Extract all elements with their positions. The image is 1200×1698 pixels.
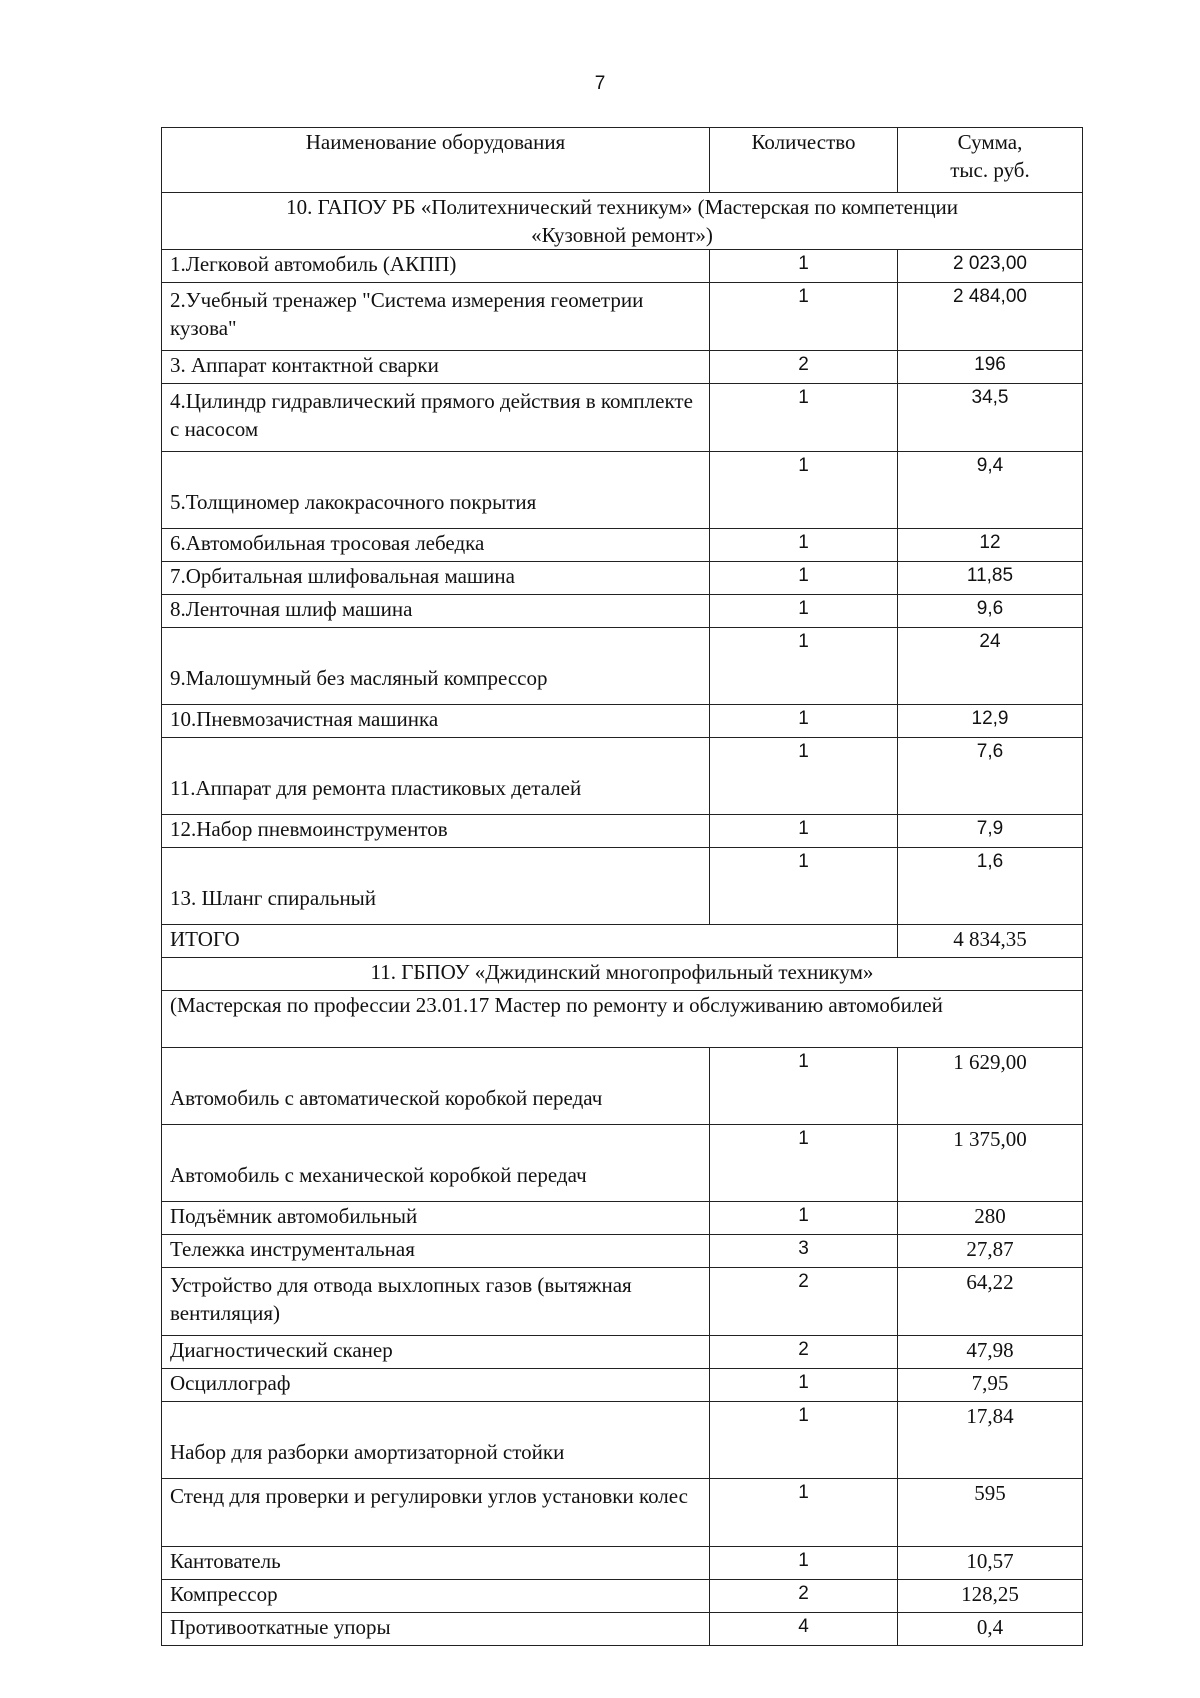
table-row [162, 1048, 1083, 1125]
row-qty: 1 [710, 452, 898, 529]
row-qty: 4 [710, 1613, 898, 1646]
table-row [162, 1235, 1083, 1268]
row-name: 11.Аппарат для ремонта пластиковых деталей [162, 738, 710, 815]
row-name: Подъёмник автомобильный [162, 1202, 710, 1235]
row-qty: 1 [710, 384, 898, 452]
section-11-title-row [162, 958, 1083, 991]
row-name: Набор для разборки амортизаторной стойки [162, 1402, 710, 1479]
row-sum: 17,84 [898, 1402, 1083, 1479]
row-sum: 1 629,00 [898, 1048, 1083, 1125]
header-sum-line2: тыс. руб. [950, 158, 1030, 182]
row-name: Автомобиль с механической коробкой передач [162, 1125, 710, 1202]
section-10-title-row [162, 193, 1083, 250]
table-row [162, 628, 1083, 705]
row-name: Кантователь [162, 1547, 710, 1580]
row-qty: 1 [710, 1547, 898, 1580]
table-row [162, 1202, 1083, 1235]
row-qty: 2 [710, 1580, 898, 1613]
row-sum: 1 375,00 [898, 1125, 1083, 1202]
row-sum: 12,9 [898, 705, 1083, 738]
table-row [162, 1613, 1083, 1646]
table-row [162, 595, 1083, 628]
row-sum: 10,57 [898, 1547, 1083, 1580]
row-name: 5.Толщиномер лакокрасочного покрытия [162, 452, 710, 529]
table-row [162, 1125, 1083, 1202]
row-qty: 1 [710, 562, 898, 595]
equipment-table [161, 127, 1083, 1646]
row-name: 9.Малошумный без масляный компрессор [162, 628, 710, 705]
row-name: Осциллограф [162, 1369, 710, 1402]
table-row [162, 452, 1083, 529]
table-header-row [162, 128, 1083, 193]
row-name: 10.Пневмозачистная машинка [162, 705, 710, 738]
row-sum: 9,6 [898, 595, 1083, 628]
row-sum: 7,95 [898, 1369, 1083, 1402]
row-sum: 128,25 [898, 1580, 1083, 1613]
table-row [162, 1268, 1083, 1336]
table-row [162, 1402, 1083, 1479]
row-name: Устройство для отвода выхлопных газов (вытяжная вентиляция) [162, 1268, 710, 1336]
row-qty: 1 [710, 848, 898, 925]
row-name: 8.Ленточная шлиф машина [162, 595, 710, 628]
row-sum: 7,6 [898, 738, 1083, 815]
table-row [162, 705, 1083, 738]
table-row [162, 1479, 1083, 1547]
row-name: 6.Автомобильная тросовая лебедка [162, 529, 710, 562]
row-name: Противооткатные упоры [162, 1613, 710, 1646]
header-name: Наименование оборудования [162, 128, 710, 193]
table-row [162, 1580, 1083, 1613]
row-name: 12.Набор пневмоинструментов [162, 815, 710, 848]
section-10-title-line2: «Кузовной ремонт») [531, 223, 713, 247]
row-name: 1.Легковой автомобиль (АКПП) [162, 250, 710, 283]
row-qty: 1 [710, 1202, 898, 1235]
section-11-subtitle-row [162, 991, 1083, 1048]
row-qty: 1 [710, 738, 898, 815]
table-row [162, 283, 1083, 351]
header-sum-line1: Сумма, [957, 130, 1023, 154]
table-row [162, 1369, 1083, 1402]
table-row [162, 562, 1083, 595]
total-label: ИТОГО [162, 925, 898, 958]
row-sum: 9,4 [898, 452, 1083, 529]
row-sum: 595 [898, 1479, 1083, 1547]
row-sum: 280 [898, 1202, 1083, 1235]
row-qty: 1 [710, 628, 898, 705]
table-row [162, 848, 1083, 925]
row-qty: 1 [710, 529, 898, 562]
row-sum: 27,87 [898, 1235, 1083, 1268]
row-qty: 1 [710, 1479, 898, 1547]
row-qty: 1 [710, 1125, 898, 1202]
row-name: Автомобиль с автоматической коробкой передач [162, 1048, 710, 1125]
row-sum: 47,98 [898, 1336, 1083, 1369]
table-row [162, 384, 1083, 452]
row-qty: 1 [710, 1402, 898, 1479]
table-row [162, 738, 1083, 815]
page-number: 7 [594, 73, 606, 94]
row-qty: 1 [710, 815, 898, 848]
row-qty: 1 [710, 283, 898, 351]
row-sum: 11,85 [898, 562, 1083, 595]
row-sum: 0,4 [898, 1613, 1083, 1646]
table-row [162, 529, 1083, 562]
row-name: Компрессор [162, 1580, 710, 1613]
section-11-subtitle: (Мастерская по профессии 23.01.17 Мастер по ремонту и обслуживанию автомобилей [162, 991, 1083, 1048]
row-sum: 64,22 [898, 1268, 1083, 1336]
row-name: 2.Учебный тренажер "Система измерения геометрии кузова" [162, 283, 710, 351]
row-qty: 1 [710, 595, 898, 628]
row-name: Стенд для проверки и регулировки углов установки колес [162, 1479, 710, 1547]
row-sum: 12 [898, 529, 1083, 562]
row-name: Тележка инструментальная [162, 1235, 710, 1268]
row-name: 4.Цилиндр гидравлический прямого действия в комплекте с насосом [162, 384, 710, 452]
row-name: 13. Шланг спиральный [162, 848, 710, 925]
total-row [162, 925, 1083, 958]
row-qty: 2 [710, 351, 898, 384]
row-qty: 1 [710, 1048, 898, 1125]
row-sum: 7,9 [898, 815, 1083, 848]
header-qty: Количество [710, 128, 898, 193]
section-10-title-line1: 10. ГАПОУ РБ «Политехнический техникум» (Мастерская по компетенции [286, 195, 958, 219]
row-sum: 34,5 [898, 384, 1083, 452]
total-sum: 4 834,35 [898, 925, 1083, 958]
row-sum: 2 484,00 [898, 283, 1083, 351]
row-qty: 1 [710, 1369, 898, 1402]
row-sum: 1,6 [898, 848, 1083, 925]
row-sum: 196 [898, 351, 1083, 384]
table-row [162, 1547, 1083, 1580]
row-qty: 2 [710, 1268, 898, 1336]
row-sum: 2 023,00 [898, 250, 1083, 283]
row-qty: 2 [710, 1336, 898, 1369]
table-row [162, 1336, 1083, 1369]
section-10-title [162, 193, 1083, 250]
section-11-title: 11. ГБПОУ «Джидинский многопрофильный техникум» [162, 958, 1083, 991]
row-qty: 1 [710, 705, 898, 738]
row-sum: 24 [898, 628, 1083, 705]
row-qty: 1 [710, 250, 898, 283]
table-row [162, 250, 1083, 283]
header-sum [898, 128, 1083, 193]
row-name: 3. Аппарат контактной сварки [162, 351, 710, 384]
table-row [162, 351, 1083, 384]
row-qty: 3 [710, 1235, 898, 1268]
row-name: 7.Орбитальная шлифовальная машина [162, 562, 710, 595]
row-name: Диагностический сканер [162, 1336, 710, 1369]
table-row [162, 815, 1083, 848]
